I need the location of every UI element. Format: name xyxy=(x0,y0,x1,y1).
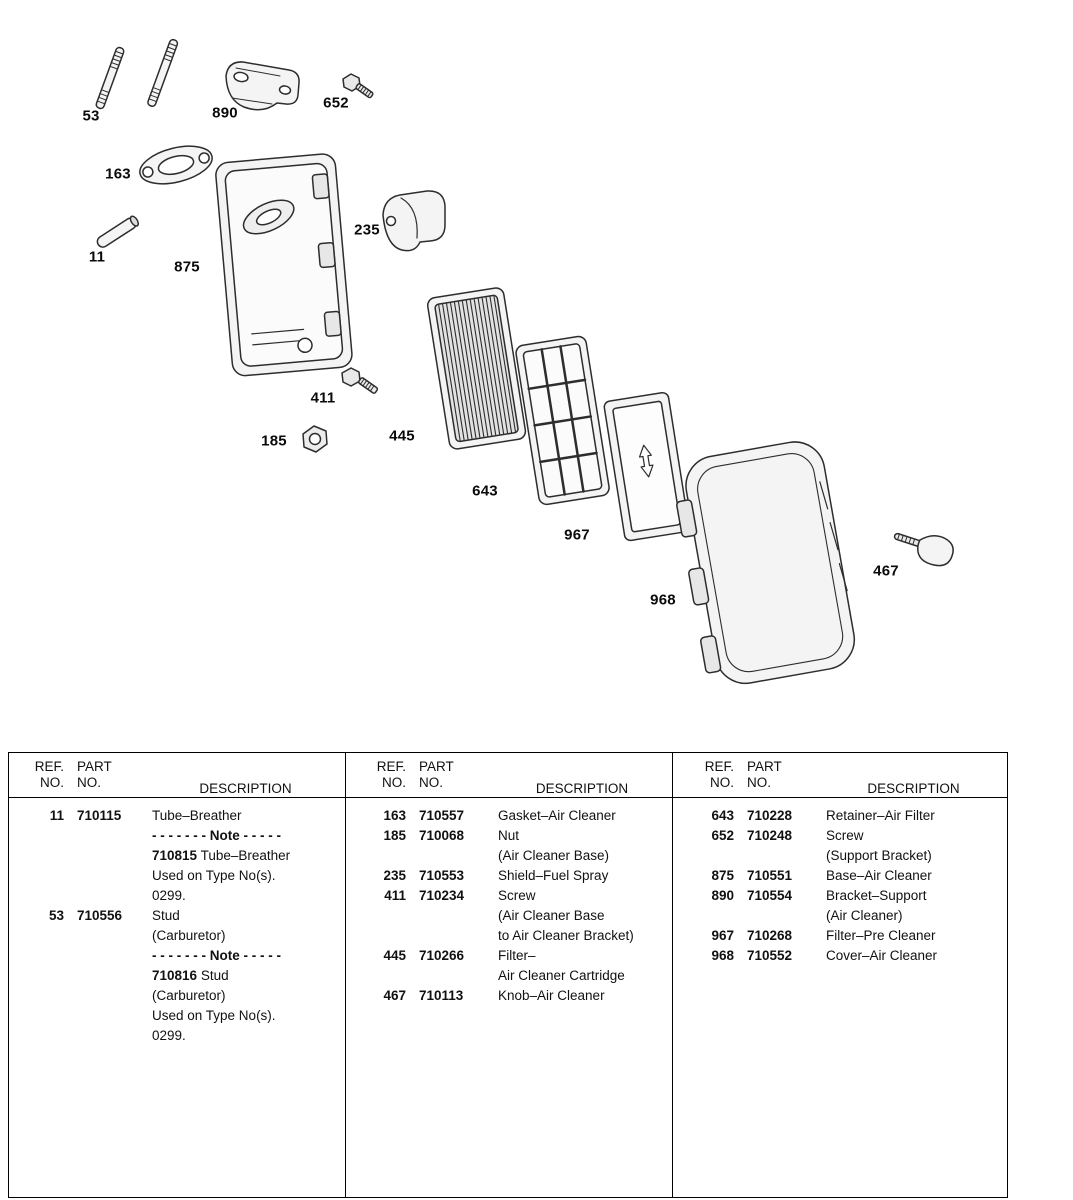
header-part-no xyxy=(747,759,813,797)
part-no-cell xyxy=(77,1006,139,1026)
ref-no-cell: 890 xyxy=(711,888,734,903)
nut-part xyxy=(303,426,327,452)
description-cell: Retainer–Air Filter xyxy=(826,808,935,823)
ref-no-cell: 411 xyxy=(384,888,406,903)
part-no-cell xyxy=(419,846,485,866)
ref-no-cell xyxy=(18,1026,64,1046)
description-cell: 710815 Tube–Breather xyxy=(152,848,291,863)
header-description: DESCRIPTION xyxy=(535,781,629,796)
part-no-cell xyxy=(419,926,485,946)
callout-label: 411 xyxy=(310,389,336,407)
shield-fuel-spray-part xyxy=(383,191,445,251)
callout-label: 163 xyxy=(105,165,131,183)
description-cell: Filter–Pre Cleaner xyxy=(826,928,936,943)
ref-no-cell xyxy=(700,846,734,866)
ref-no-cell: 968 xyxy=(711,948,734,963)
description-cell: Used on Type No(s). xyxy=(152,868,276,883)
part-no-cell: 710554 xyxy=(747,888,793,903)
callout-label: 968 xyxy=(650,591,676,609)
part-no-cell xyxy=(77,866,139,886)
description-cell: 0299. xyxy=(152,888,186,903)
description-cell: (Support Bracket) xyxy=(826,848,932,863)
table-row xyxy=(346,926,672,946)
part-no-cell: 710113 xyxy=(419,988,464,1003)
table-row xyxy=(346,886,672,906)
description-cell: 0299. xyxy=(152,1028,186,1043)
callout-label: 652 xyxy=(323,94,349,112)
description-cell: Base–Air Cleaner xyxy=(826,868,932,883)
description-cell: to Air Cleaner Bracket) xyxy=(498,928,634,943)
header-ref: REF. xyxy=(376,759,406,774)
header-description: DESCRIPTION xyxy=(199,781,292,796)
table-body xyxy=(346,798,672,1006)
knob-part xyxy=(894,533,953,566)
table-row xyxy=(9,946,345,966)
table-row xyxy=(9,826,345,846)
part-no-cell: 710556 xyxy=(77,908,123,923)
header-no: NO. xyxy=(747,775,772,790)
description-cell: - - - - - - - Note - - - - - xyxy=(152,828,281,843)
description-cell: (Air Cleaner) xyxy=(826,908,903,923)
ref-no-cell xyxy=(18,866,64,886)
table-body xyxy=(9,798,345,1046)
table-row xyxy=(346,906,672,926)
ref-no-cell xyxy=(18,826,64,846)
stud-part xyxy=(147,39,178,108)
ref-no-cell xyxy=(18,886,64,906)
description-cell: (Carburetor) xyxy=(152,988,226,1003)
table-row xyxy=(673,846,1007,866)
header-no: NO. xyxy=(381,775,406,790)
ref-no-cell: 185 xyxy=(383,828,406,843)
table-row xyxy=(9,966,345,986)
header-ref: REF. xyxy=(34,759,64,774)
table-row xyxy=(346,986,672,1006)
table-row xyxy=(9,886,345,906)
ref-no-cell: 652 xyxy=(711,828,734,843)
description-cell: Screw xyxy=(826,828,864,843)
table-row xyxy=(346,846,672,866)
table-header xyxy=(673,753,1007,798)
table-row xyxy=(9,846,345,866)
ref-no-cell: 875 xyxy=(711,868,734,883)
callout-label: 11 xyxy=(88,248,106,266)
table-column-1 xyxy=(9,753,346,1197)
header-part-no xyxy=(419,759,485,797)
description-cell: (Carburetor) xyxy=(152,928,226,943)
table-column-2 xyxy=(346,753,673,1197)
part-no-cell xyxy=(77,946,139,966)
part-no-cell: 710228 xyxy=(747,808,793,823)
bracket-support-part xyxy=(226,62,299,110)
description-cell: Stud xyxy=(152,908,180,923)
screw-part xyxy=(343,74,374,98)
ref-no-cell xyxy=(18,986,64,1006)
filter-cartridge-part xyxy=(427,287,527,450)
part-no-cell xyxy=(77,986,139,1006)
ref-no-cell xyxy=(18,946,64,966)
screw-part xyxy=(342,368,378,394)
table-row xyxy=(673,906,1007,926)
table-row xyxy=(673,946,1007,966)
part-no-cell: 710268 xyxy=(747,928,793,943)
table-row xyxy=(9,986,345,1006)
part-no-cell xyxy=(77,1026,139,1046)
part-no-cell: 710552 xyxy=(747,948,793,963)
table-row xyxy=(9,806,345,826)
callout-label: 467 xyxy=(873,562,899,580)
description-cell: Bracket–Support xyxy=(826,888,927,903)
part-no-cell: 710115 xyxy=(77,808,122,823)
part-no-cell xyxy=(419,966,485,986)
header-part-no xyxy=(77,759,139,797)
stud-part xyxy=(95,47,124,110)
part-no-cell: 710248 xyxy=(747,828,793,843)
part-no-cell: 710068 xyxy=(419,828,465,843)
gasket-part xyxy=(136,140,216,191)
part-no-cell: 710551 xyxy=(747,868,793,883)
header-no: NO. xyxy=(709,775,734,790)
callout-label: 875 xyxy=(174,258,200,276)
part-no-cell xyxy=(77,826,139,846)
description-cell: (Air Cleaner Base) xyxy=(498,848,610,863)
table-row xyxy=(9,1006,345,1026)
callout-label: 235 xyxy=(354,221,380,239)
header-ref-no xyxy=(18,759,64,797)
description-cell: Filter– xyxy=(498,948,536,963)
filter-pre-cleaner-part xyxy=(603,392,689,541)
header-part: PART xyxy=(747,759,782,774)
ref-no-cell xyxy=(18,1006,64,1026)
ref-no-cell xyxy=(372,906,406,926)
part-no-cell xyxy=(77,926,139,946)
table-row xyxy=(9,866,345,886)
header-ref-no xyxy=(700,759,734,797)
ref-no-cell xyxy=(372,926,406,946)
callout-label: 185 xyxy=(261,432,287,450)
header-ref-no xyxy=(372,759,406,797)
parts-table xyxy=(8,752,1008,1198)
ref-no-cell: 967 xyxy=(711,928,734,943)
table-row xyxy=(346,866,672,886)
part-no-cell xyxy=(77,966,139,986)
ref-no-cell: 445 xyxy=(383,948,406,963)
part-no-cell xyxy=(77,886,139,906)
callout-label: 643 xyxy=(472,482,498,500)
part-no-cell: 710557 xyxy=(419,808,465,823)
ref-no-cell: 643 xyxy=(711,808,734,823)
part-no-cell xyxy=(77,846,139,866)
tube-breather-part xyxy=(95,215,140,249)
base-air-cleaner-part xyxy=(215,153,353,377)
part-no-cell xyxy=(747,906,813,926)
retainer-air-filter-part xyxy=(515,335,610,505)
part-no-cell xyxy=(419,906,485,926)
ref-no-cell: 11 xyxy=(49,808,64,823)
description-cell: Screw xyxy=(498,888,536,903)
header-part: PART xyxy=(77,759,112,774)
callout-label: 445 xyxy=(389,427,415,445)
description-cell: Used on Type No(s). xyxy=(152,1008,276,1023)
table-row xyxy=(346,826,672,846)
header-part: PART xyxy=(419,759,454,774)
description-cell: (Air Cleaner Base xyxy=(498,908,605,923)
table-row xyxy=(9,1026,345,1046)
part-no-cell: 710266 xyxy=(419,948,465,963)
description-cell: 710816 Stud xyxy=(152,968,229,983)
ref-no-cell xyxy=(18,846,64,866)
ref-no-cell xyxy=(372,846,406,866)
ref-no-cell xyxy=(18,966,64,986)
table-row xyxy=(346,966,672,986)
table-row xyxy=(673,886,1007,906)
header-description: DESCRIPTION xyxy=(867,781,960,796)
table-row xyxy=(346,806,672,826)
ref-no-cell: 235 xyxy=(383,868,406,883)
part-no-cell: 710553 xyxy=(419,868,465,883)
table-row xyxy=(673,866,1007,886)
part-no-cell xyxy=(747,846,813,866)
header-no: NO. xyxy=(77,775,102,790)
table-column-3 xyxy=(673,753,1007,1197)
ref-no-cell: 467 xyxy=(383,988,406,1003)
ref-no-cell xyxy=(372,966,406,986)
table-header xyxy=(9,753,345,798)
description-cell: Tube–Breather xyxy=(152,808,242,823)
table-row xyxy=(673,826,1007,846)
description-cell: - - - - - - - Note - - - - - xyxy=(152,948,281,963)
part-no-cell: 710234 xyxy=(419,888,465,903)
description-cell: Cover–Air Cleaner xyxy=(826,948,938,963)
ref-no-cell: 163 xyxy=(383,808,406,823)
table-row xyxy=(346,946,672,966)
table-header xyxy=(346,753,672,798)
description-cell: Nut xyxy=(498,828,520,843)
callout-label: 53 xyxy=(82,107,100,125)
table-row xyxy=(9,926,345,946)
description-cell: Shield–Fuel Spray xyxy=(498,868,609,883)
table-row xyxy=(9,906,345,926)
header-ref: REF. xyxy=(704,759,734,774)
ref-no-cell xyxy=(18,926,64,946)
header-no: NO. xyxy=(419,775,444,790)
cover-air-cleaner-part xyxy=(669,437,860,690)
callout-label: 967 xyxy=(564,526,590,544)
header-no: NO. xyxy=(39,775,64,790)
table-row xyxy=(673,926,1007,946)
description-cell: Air Cleaner Cartridge xyxy=(498,968,625,983)
description-cell: Knob–Air Cleaner xyxy=(498,988,605,1003)
ref-no-cell xyxy=(700,906,734,926)
description-cell: Gasket–Air Cleaner xyxy=(498,808,616,823)
table-row xyxy=(673,806,1007,826)
ref-no-cell: 53 xyxy=(48,908,64,923)
table-body xyxy=(673,798,1007,966)
callout-label: 890 xyxy=(212,104,238,122)
